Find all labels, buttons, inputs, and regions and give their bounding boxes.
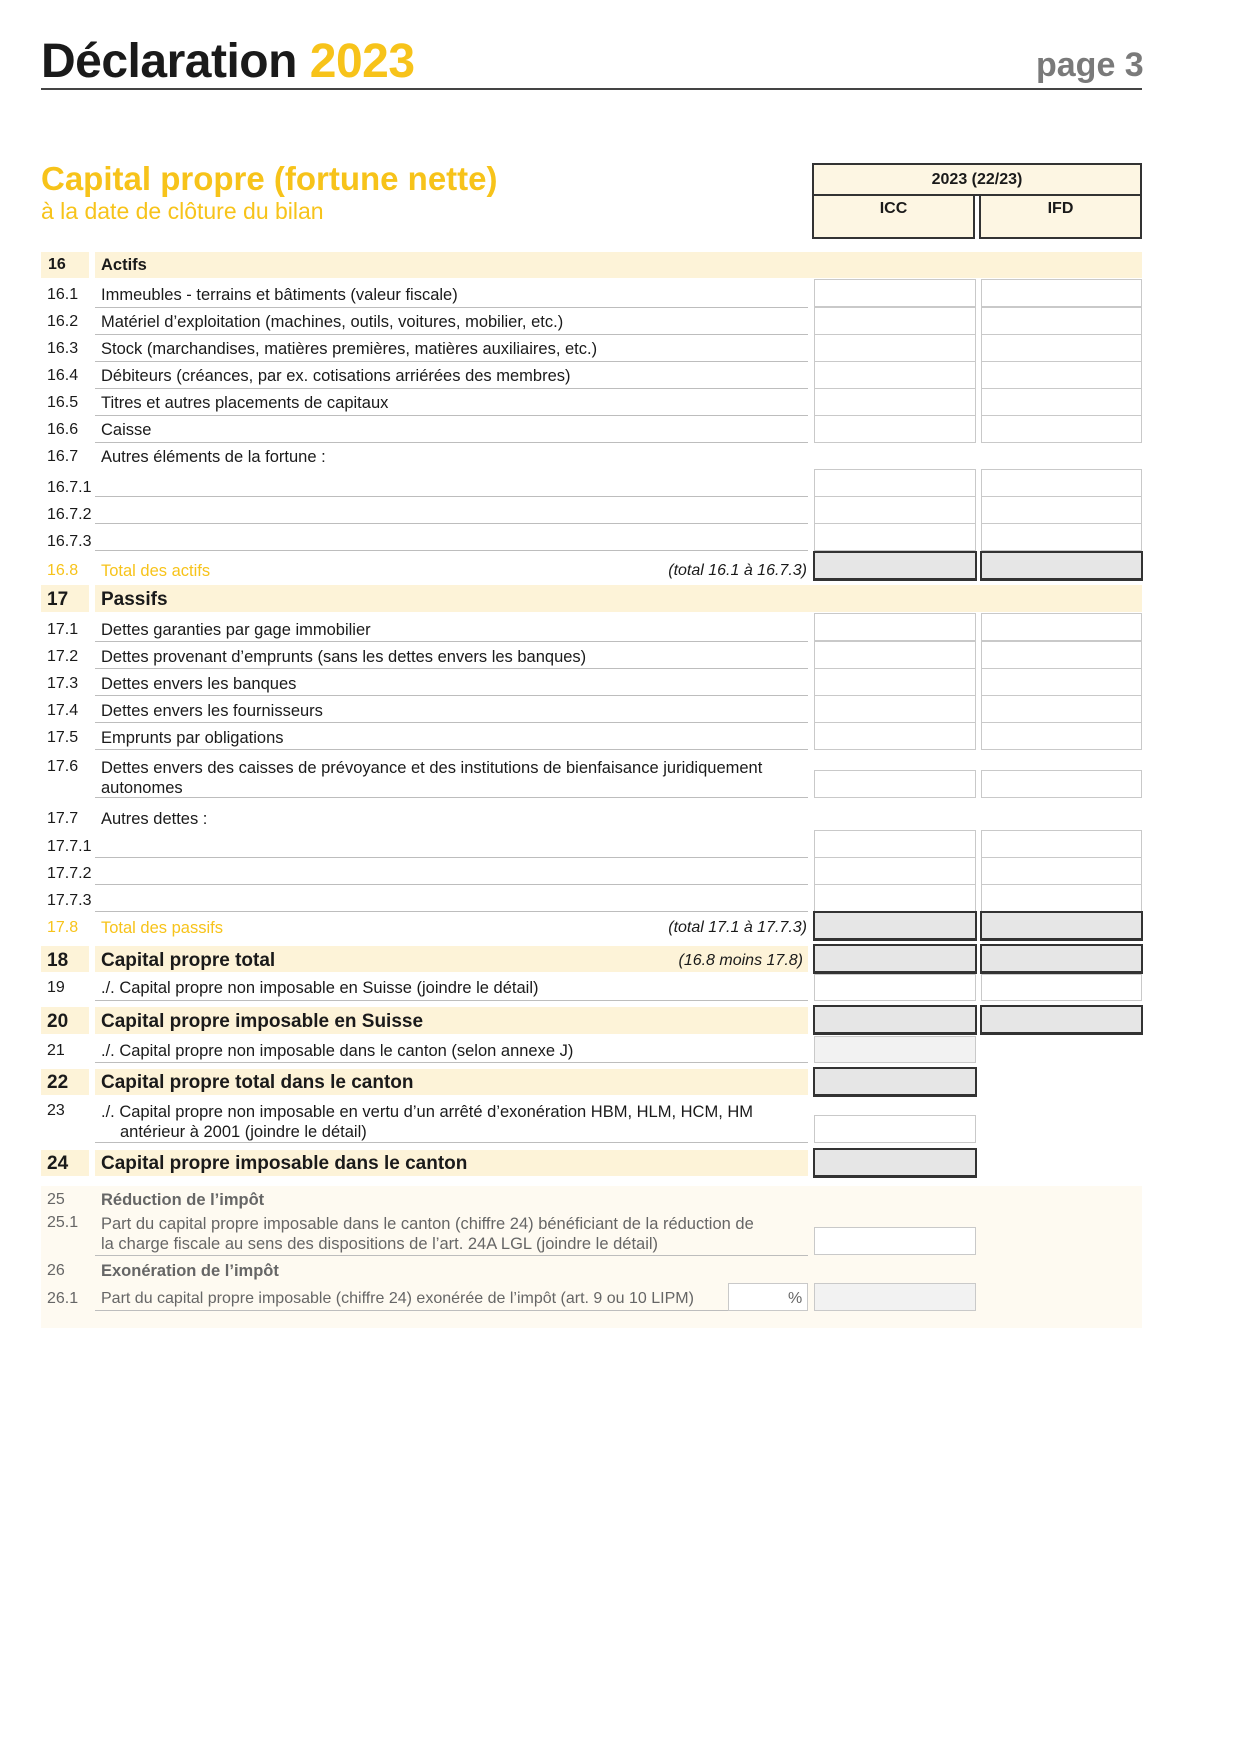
row-label: Matériel d’exploitation (machines, outils, voitures, mobilier, etc.)	[101, 313, 564, 331]
row-num: 16.7.2	[47, 506, 92, 523]
row-underline	[95, 496, 808, 497]
row-num: 20	[47, 1011, 69, 1032]
row-num: 16.4	[47, 367, 79, 384]
row-num: 16.7.1	[47, 479, 92, 496]
row-num: 17.7.2	[47, 865, 92, 882]
row-num: 19	[47, 979, 65, 996]
row-underline	[95, 884, 808, 885]
ifd-input-16-3[interactable]	[981, 334, 1142, 362]
row-label: Titres et autres placements de capitaux	[101, 394, 389, 412]
ifd-input-16-7-3[interactable]	[981, 523, 1142, 551]
row-underline	[95, 1142, 808, 1143]
row-num: 17.4	[47, 702, 79, 719]
row-num: 17.3	[47, 675, 79, 692]
section-title: Capital propre (fortune nette)	[41, 160, 498, 197]
row-num: 16.8	[47, 562, 79, 579]
row-label: Réduction de l’impôt	[101, 1191, 265, 1209]
row-num: 16.6	[47, 421, 79, 438]
row-note: (total 17.1 à 17.7.3)	[668, 919, 807, 936]
icc-input-16-7-2[interactable]	[814, 496, 976, 524]
percent-sign: %	[788, 1290, 803, 1307]
row-num: 18	[47, 950, 69, 971]
band-17	[95, 585, 1142, 612]
row-underline	[95, 523, 808, 524]
icc-input-17-7-3[interactable]	[814, 884, 976, 912]
row-num: 17.8	[47, 919, 79, 936]
row-label: Autres dettes :	[101, 810, 208, 828]
row-label: Dettes garanties par gage immobilier	[101, 621, 371, 639]
row-label: ./. Capital propre non imposable dans le canton (selon annexe J)	[101, 1042, 574, 1060]
ifd-input-17-7-1[interactable]	[981, 830, 1142, 858]
row-underline	[95, 797, 808, 798]
row-underline	[95, 1000, 808, 1001]
column-period-header: 2023 (22/23)	[812, 163, 1142, 196]
ifd-input-16-6[interactable]	[981, 415, 1142, 443]
row-underline	[95, 1310, 808, 1311]
icc-total-24	[813, 1148, 977, 1178]
ifd-total-17-8	[980, 911, 1143, 941]
row-label: Total des actifs	[101, 562, 211, 580]
row-num: 17.2	[47, 648, 79, 665]
row-label	[101, 1102, 806, 1142]
row-label	[101, 758, 806, 798]
row-underline	[95, 749, 808, 750]
ifd-input-17-6[interactable]	[981, 770, 1142, 798]
icc-input-17-7-2[interactable]	[814, 857, 976, 885]
row-num: 17.6	[47, 758, 79, 775]
icc-total-20	[813, 1005, 977, 1035]
row-num: 26.1	[47, 1290, 79, 1307]
row-underline	[95, 388, 808, 389]
row-label: Part du capital propre imposable (chiffre 24) exonérée de l’impôt (art. 9 ou 10 LIPM)	[101, 1290, 694, 1307]
row-label: Dettes provenant d’emprunts (sans les dettes envers les banques)	[101, 648, 587, 666]
row-num: 23	[47, 1102, 65, 1119]
row-label: Actifs	[101, 256, 147, 274]
icc-input-17-1[interactable]	[814, 613, 976, 641]
icc-input-17-3[interactable]	[814, 668, 976, 696]
column-icc-header: ICC	[812, 194, 975, 239]
row-underline	[95, 307, 808, 308]
row-label: Exonération de l’impôt	[101, 1262, 279, 1280]
icc-total-18	[813, 944, 977, 974]
row-label	[101, 1214, 806, 1254]
row-label: Passifs	[101, 589, 168, 610]
column-ifd-header: IFD	[979, 194, 1142, 239]
ifd-input-16-5[interactable]	[981, 388, 1142, 416]
icc-input-16-6[interactable]	[814, 415, 976, 443]
ifd-input-16-1[interactable]	[981, 279, 1142, 307]
row-label-line: Dettes envers des caisses de prévoyance et des institutions de bienfaisance juridiquement	[101, 759, 763, 777]
row-num: 22	[47, 1072, 69, 1093]
band-16	[95, 252, 1142, 278]
row-num: 16	[48, 256, 66, 273]
row-label: Capital propre imposable en Suisse	[101, 1011, 424, 1032]
row-num: 17.7	[47, 810, 79, 827]
row-note: (16.8 moins 17.8)	[678, 952, 803, 969]
row-num: 16.1	[47, 286, 79, 303]
row-label: Emprunts par obligations	[101, 729, 284, 747]
ifd-total-16-8	[980, 551, 1143, 581]
row-num: 16.3	[47, 340, 79, 357]
ifd-input-16-7-2[interactable]	[981, 496, 1142, 524]
row-num: 17.7.1	[47, 838, 92, 855]
ifd-input-17-7-3[interactable]	[981, 884, 1142, 912]
row-num: 16.7.3	[47, 533, 92, 550]
row-label-line: la charge fiscale au sens des dispositions de l’art. 24A LGL (joindre le détail)	[101, 1235, 659, 1253]
row-num: 16.7	[47, 448, 79, 465]
icc-total-16-8	[813, 551, 977, 581]
ifd-input-17-5[interactable]	[981, 722, 1142, 750]
row-label-line: ./. Capital propre non imposable en vertu d’un arrêté d’exonération HBM, HLM, HCM, HM	[101, 1103, 754, 1121]
row-num: 25	[47, 1191, 65, 1208]
row-underline	[95, 641, 808, 642]
row-label: Capital propre total	[101, 950, 276, 971]
icc-input-17-2[interactable]	[814, 641, 976, 669]
row-label: Autres éléments de la fortune :	[101, 448, 326, 466]
row-num: 21	[47, 1042, 65, 1059]
row-label: Capital propre total dans le canton	[101, 1072, 414, 1093]
icc-total-17-8	[813, 911, 977, 941]
row-label: Dettes envers les fournisseurs	[101, 702, 323, 720]
icc-input-26-1[interactable]	[814, 1283, 976, 1311]
icc-input-17-5[interactable]	[814, 722, 976, 750]
icc-input-16-4[interactable]	[814, 361, 976, 389]
ifd-input-17-1[interactable]	[981, 613, 1142, 641]
row-label: Total des passifs	[101, 919, 223, 937]
row-label: Immeubles - terrains et bâtiments (valeur fiscale)	[101, 286, 458, 304]
document-title	[41, 34, 415, 89]
row-num: 26	[47, 1262, 65, 1279]
row-label-line: Part du capital propre imposable dans le canton (chiffre 24) bénéficiant de la réduction de	[101, 1215, 754, 1233]
row-label-line: autonomes	[101, 779, 183, 797]
icc-input-16-2[interactable]	[814, 307, 976, 335]
ifd-input-17-3[interactable]	[981, 668, 1142, 696]
row-num: 25.1	[47, 1214, 79, 1231]
ifd-total-20	[980, 1005, 1143, 1035]
icc-input-23[interactable]	[814, 1115, 976, 1143]
row-note: (total 16.1 à 16.7.3)	[668, 562, 807, 579]
row-num: 17.5	[47, 729, 79, 746]
ifd-input-16-7-1[interactable]	[981, 469, 1142, 497]
ifd-input-16-4[interactable]	[981, 361, 1142, 389]
row-underline	[95, 668, 808, 669]
icc-input-19[interactable]	[814, 974, 976, 1001]
row-label: Caisse	[101, 421, 152, 439]
title-word: Déclaration	[41, 35, 297, 88]
ifd-input-16-2[interactable]	[981, 307, 1142, 335]
row-underline	[95, 857, 808, 858]
row-underline	[95, 695, 808, 696]
row-underline	[95, 722, 808, 723]
row-num: 16.5	[47, 394, 79, 411]
row-label: Stock (marchandises, matières premières, matières auxiliaires, etc.)	[101, 340, 598, 358]
row-underline	[95, 415, 808, 416]
row-underline	[95, 361, 808, 362]
row-underline	[95, 1255, 808, 1256]
ifd-total-18	[980, 944, 1143, 974]
row-underline	[95, 911, 808, 912]
icc-input-17-4[interactable]	[814, 695, 976, 723]
ifd-input-17-4[interactable]	[981, 695, 1142, 723]
page-number: page 3	[1036, 46, 1144, 84]
row-underline	[95, 1062, 808, 1063]
icc-input-21[interactable]	[814, 1036, 976, 1063]
row-label: Débiteurs (créances, par ex. cotisations arriérées des membres)	[101, 367, 571, 385]
icc-input-17-7-1[interactable]	[814, 830, 976, 858]
ifd-input-17-2[interactable]	[981, 641, 1142, 669]
row-label: Capital propre imposable dans le canton	[101, 1153, 468, 1174]
row-num: 17.7.3	[47, 892, 92, 909]
row-label-line: antérieur à 2001 (joindre le détail)	[120, 1123, 367, 1141]
title-divider	[41, 88, 1142, 90]
icc-input-16-7-1[interactable]	[814, 469, 976, 497]
icc-total-22	[813, 1067, 977, 1097]
row-underline	[95, 442, 808, 443]
row-num: 24	[47, 1153, 69, 1174]
title-year: 2023	[309, 35, 415, 88]
icc-input-17-6[interactable]	[814, 770, 976, 798]
row-label: ./. Capital propre non imposable en Suisse (joindre le détail)	[101, 979, 539, 997]
ifd-input-17-7-2[interactable]	[981, 857, 1142, 885]
row-num: 16.2	[47, 313, 79, 330]
row-label: Dettes envers les banques	[101, 675, 297, 693]
row-num: 17.1	[47, 621, 79, 638]
icc-input-16-3[interactable]	[814, 334, 976, 362]
row-underline	[95, 334, 808, 335]
icc-input-16-7-3[interactable]	[814, 523, 976, 551]
icc-input-16-5[interactable]	[814, 388, 976, 416]
row-underline	[95, 550, 808, 551]
icc-input-25-1[interactable]	[814, 1227, 976, 1255]
section-subtitle: à la date de clôture du bilan	[41, 198, 324, 224]
row-num: 17	[47, 589, 69, 610]
ifd-input-19[interactable]	[981, 974, 1142, 1001]
icc-input-16-1[interactable]	[814, 279, 976, 307]
